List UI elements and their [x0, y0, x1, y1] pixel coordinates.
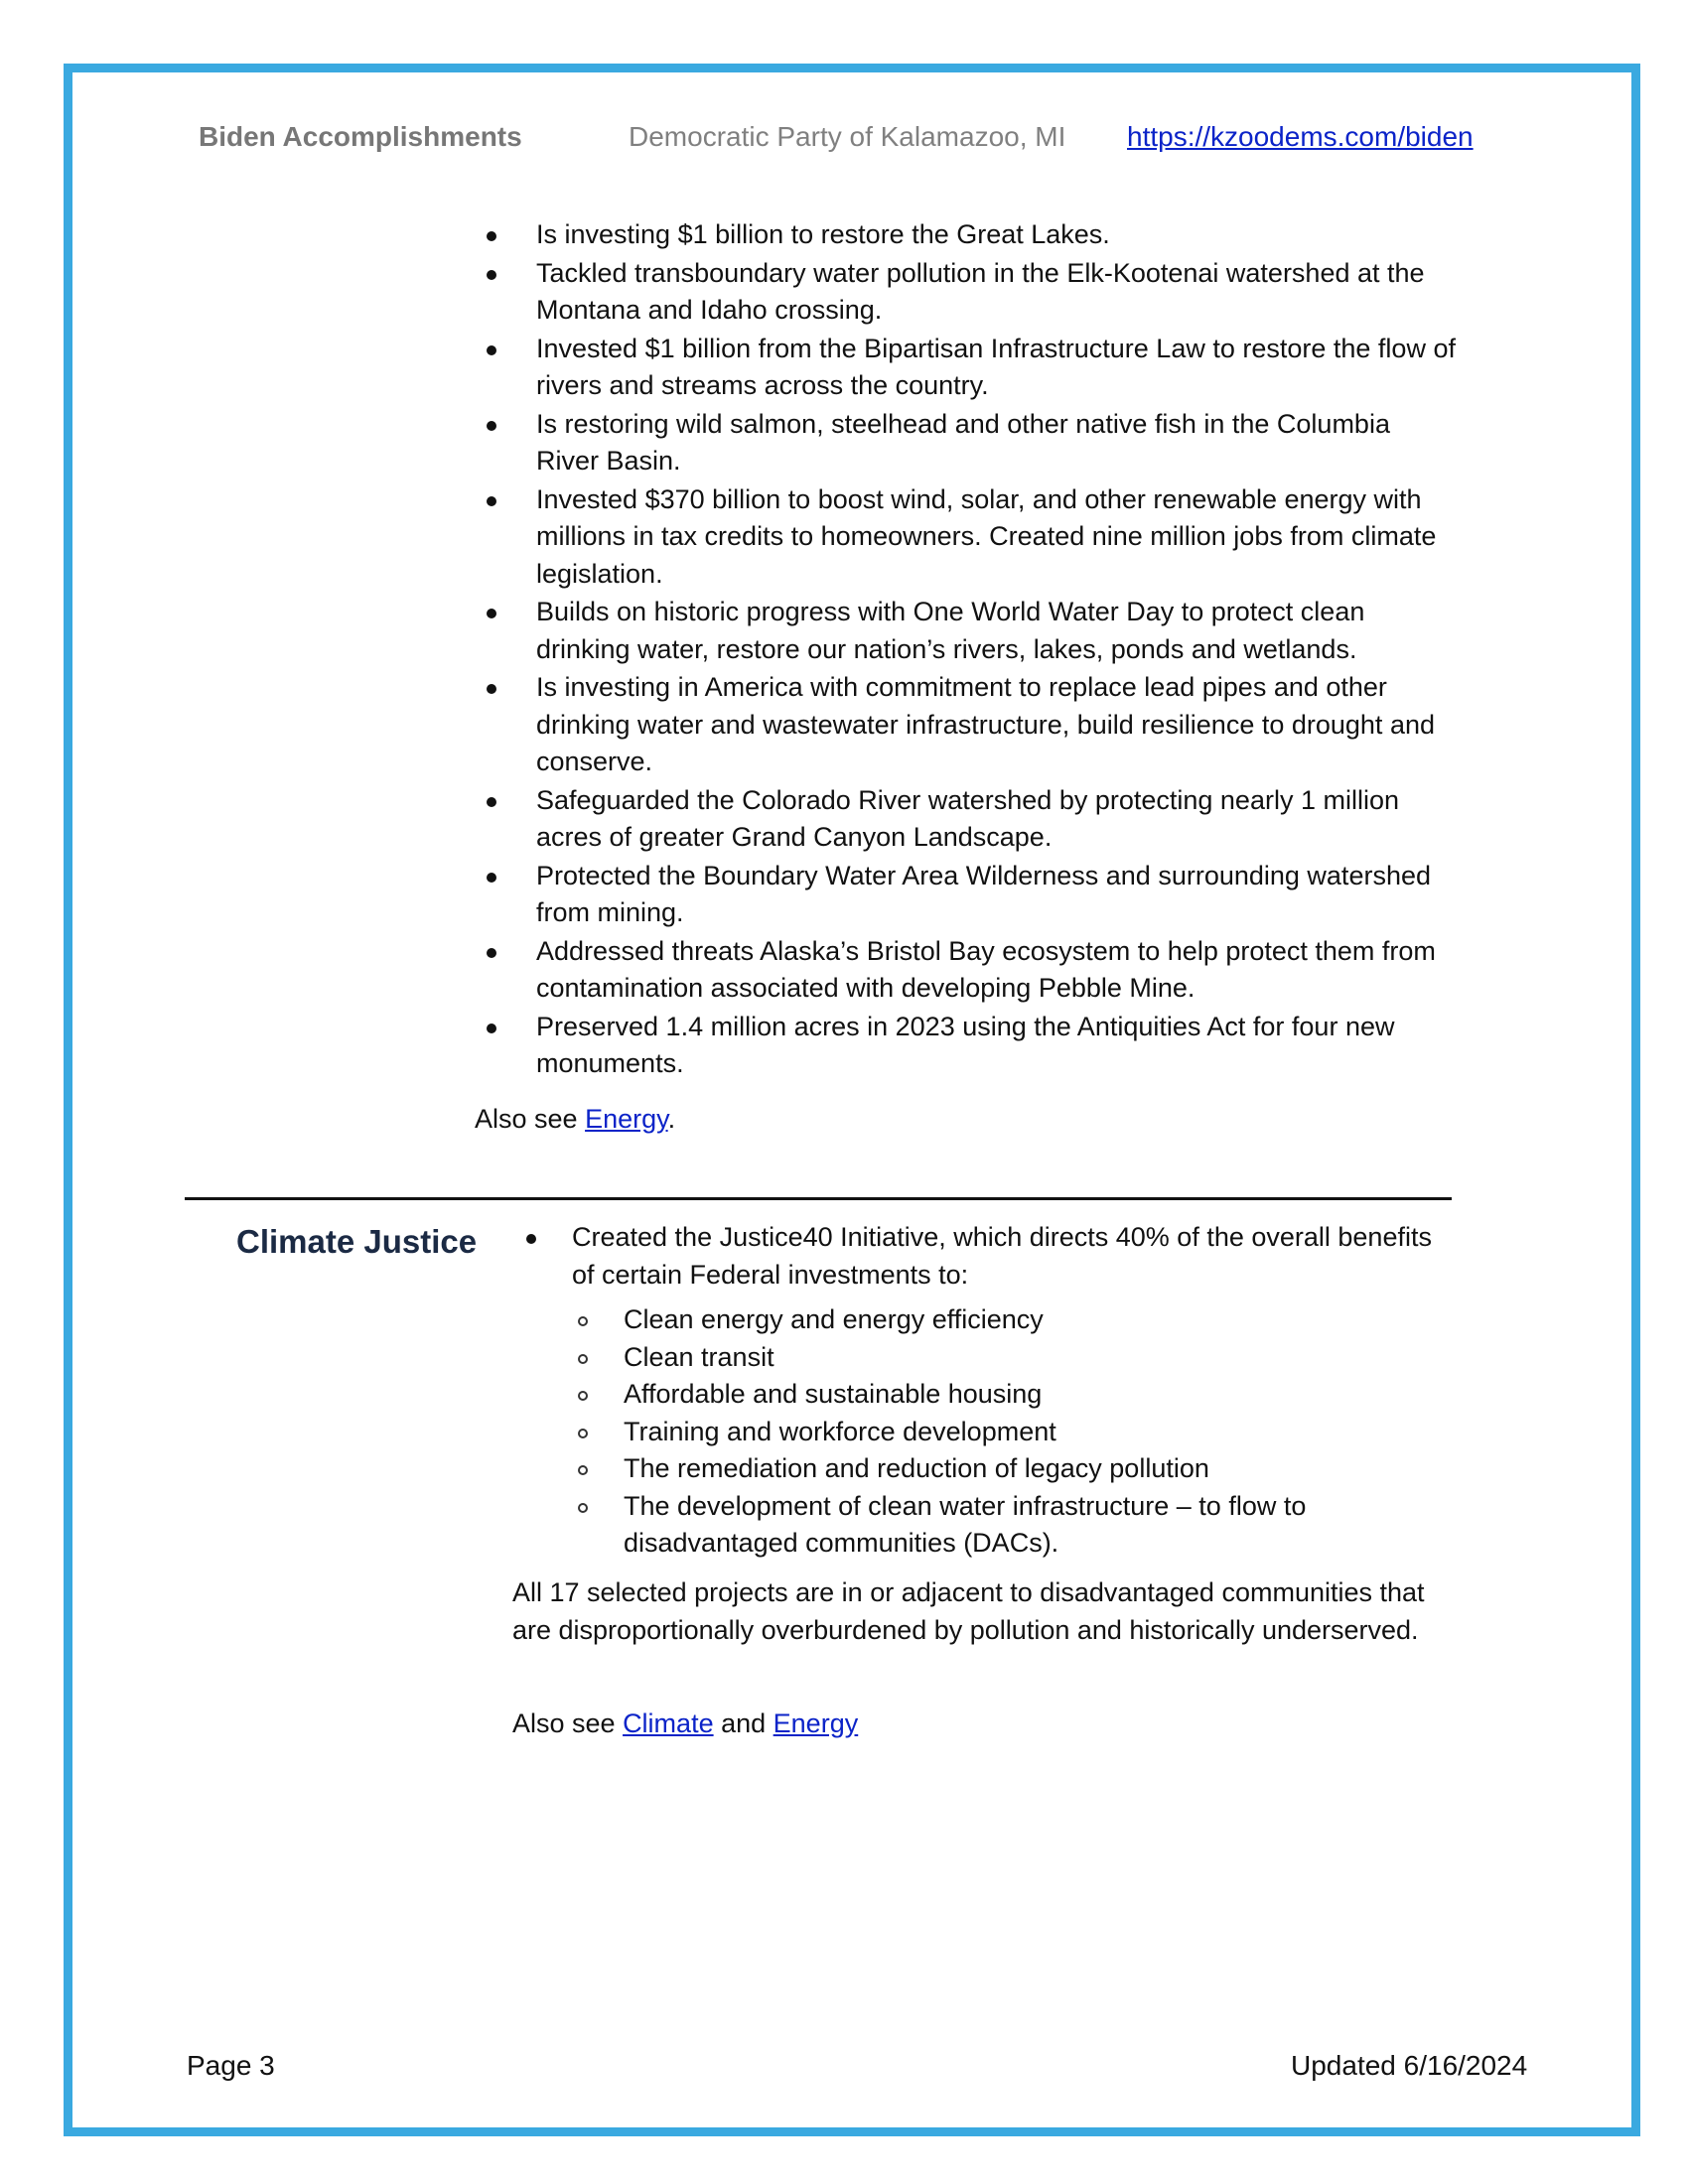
header-title: Biden Accomplishments — [199, 121, 522, 152]
section-heading-climate-justice: Climate Justice — [236, 1223, 478, 1260]
bullet-icon — [487, 684, 496, 694]
list-item: Tackled transboundary water pollution in the Elk-Kootenai watershed at the Montana and Idaho crossing. — [473, 255, 1456, 330]
bullet-icon — [487, 231, 496, 241]
sub-list-item: Clean energy and energy efficiency — [572, 1301, 1446, 1339]
list-item: Addressed threats Alaska’s Bristol Bay ecosystem to help protect them from contamination associated with developing Pebble Mine. — [473, 933, 1456, 1008]
circle-bullet-icon — [578, 1429, 588, 1438]
list-item: Created the Justice40 Initiative, which directs 40% of the overall benefits of certain Federal investments to: Clean energy and energy efficiency Clean transit Affordable and sustainable housing Training and workforce development The remediation and reduction of legacy pollution The development of clean water infrastructure – to flow to disadvantaged communities (DACs). — [512, 1219, 1446, 1563]
list-item: Is investing $1 billion to restore the Great Lakes. — [473, 216, 1456, 254]
list-item: Invested $370 billion to boost wind, solar, and other renewable energy with millions in tax credits to homeowners. Created nine million jobs from climate legislation. — [473, 481, 1456, 594]
list-item: Is restoring wild salmon, steelhead and other native fish in the Columbia River Basin. — [473, 406, 1456, 480]
bullet-icon — [487, 421, 496, 431]
climate-justice-list — [512, 1219, 1446, 1563]
bullet-icon — [487, 797, 496, 807]
list-item: Protected the Boundary Water Area Wilderness and surrounding watershed from mining. — [473, 858, 1456, 932]
circle-bullet-icon — [578, 1465, 588, 1475]
list-item: Invested $1 billion from the Bipartisan Infrastructure Law to restore the flow of rivers and streams across the country. — [473, 331, 1456, 405]
bullet-icon — [526, 1234, 536, 1244]
list-item: Is investing in America with commitment to replace lead pipes and other drinking water and wastewater infrastructure, build resilience to drought and conserve. — [473, 669, 1456, 781]
projects-paragraph: All 17 selected projects are in or adjacent to disadvantaged communities that are disproportionally overburdened by pollution and historically underserved. — [512, 1577, 1425, 1645]
energy-link-2[interactable]: Energy — [773, 1708, 859, 1738]
justice40-sub-list — [572, 1301, 1446, 1563]
header-url-link[interactable]: https://kzoodems.com/biden — [1127, 121, 1474, 152]
bullet-icon — [487, 873, 496, 883]
sub-list-item: The remediation and reduction of legacy pollution — [572, 1450, 1446, 1488]
bullet-icon — [487, 1024, 496, 1033]
updated-date: Updated 6/16/2024 — [1291, 2050, 1528, 2081]
header-organization: Democratic Party of Kalamazoo, MI — [629, 121, 1066, 152]
circle-bullet-icon — [578, 1503, 588, 1513]
bullet-icon — [487, 609, 496, 618]
sub-list-item: Training and workforce development — [572, 1414, 1446, 1451]
bullet-icon — [487, 345, 496, 355]
circle-bullet-icon — [578, 1391, 588, 1401]
circle-bullet-icon — [578, 1316, 588, 1326]
also-see-climate-energy: Also see Climate and Energy — [512, 1708, 859, 1738]
environment-bullet-list — [473, 216, 1456, 1084]
climate-link[interactable]: Climate — [623, 1708, 714, 1738]
list-item: Safeguarded the Colorado River watershed by protecting nearly 1 million acres of greater Grand Canyon Landscape. — [473, 782, 1456, 857]
sub-list-item: Affordable and sustainable housing — [572, 1376, 1446, 1414]
bullet-icon — [487, 496, 496, 506]
list-item: Preserved 1.4 million acres in 2023 using the Antiquities Act for four new monuments. — [473, 1009, 1456, 1083]
bullet-icon — [487, 948, 496, 958]
bullet-icon — [487, 270, 496, 280]
also-see-energy: Also see Energy. — [475, 1104, 676, 1134]
sub-list-item: The development of clean water infrastructure – to flow to disadvantaged communities (DACs). — [572, 1488, 1446, 1563]
section-divider — [185, 1197, 1452, 1200]
circle-bullet-icon — [578, 1354, 588, 1364]
energy-link[interactable]: Energy — [585, 1104, 668, 1134]
page-number: Page 3 — [187, 2050, 275, 2081]
list-item: Builds on historic progress with One World Water Day to protect clean drinking water, restore our nation’s rivers, lakes, ponds and wetlands. — [473, 594, 1456, 668]
sub-list-item: Clean transit — [572, 1339, 1446, 1377]
